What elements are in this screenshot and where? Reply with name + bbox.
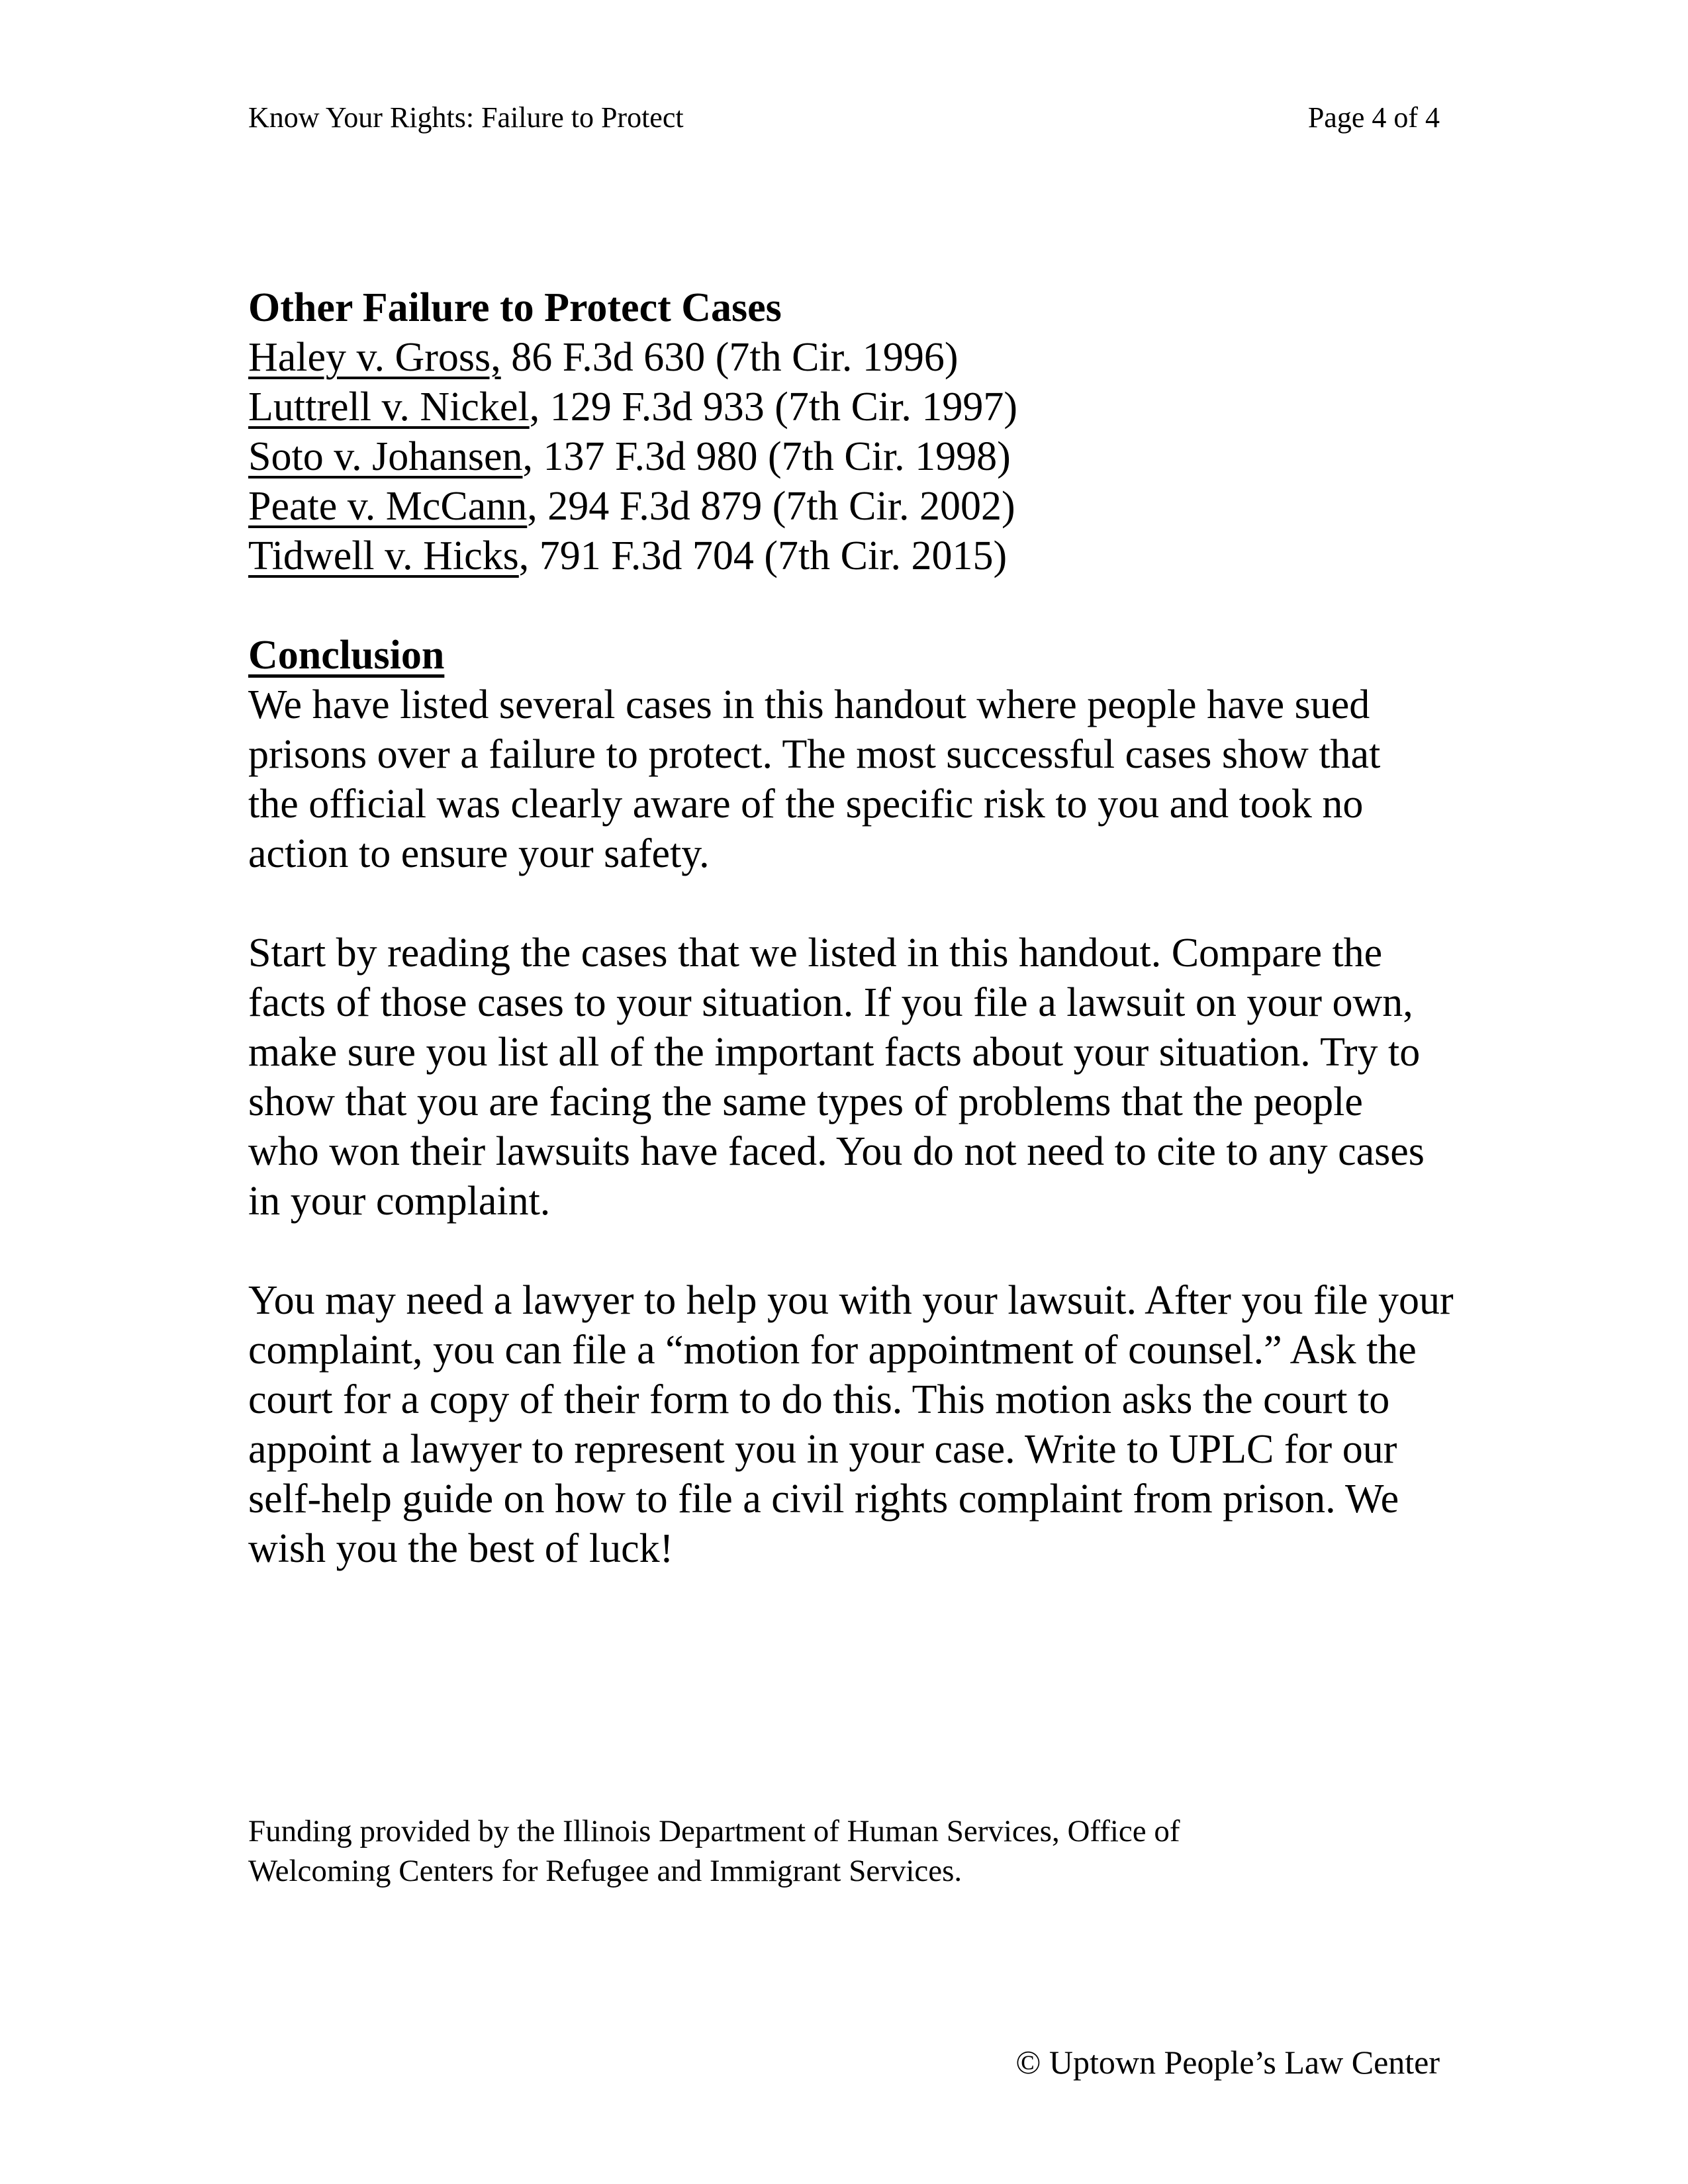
- page-header: [248, 100, 1440, 136]
- case-citation: , 294 F.3d 879 (7th Cir. 2002): [527, 484, 1015, 529]
- funding-note: [248, 1811, 1440, 1891]
- header-title: Know Your Rights: Failure to Protect: [248, 101, 684, 134]
- case-name: Tidwell v. Hicks: [248, 533, 519, 578]
- conclusion-paragraph-3: [248, 1276, 1454, 1574]
- paragraph-line: make sure you list all of the important facts about your situation. Try to: [248, 1030, 1421, 1075]
- paragraph-line: action to ensure your safety.: [248, 831, 710, 876]
- case-citation: , 137 F.3d 980 (7th Cir. 1998): [522, 434, 1011, 479]
- paragraph-line: facts of those cases to your situation. If you file a lawsuit on your own,: [248, 980, 1413, 1025]
- case-name: Luttrell v. Nickel: [248, 385, 530, 430]
- funding-note-line: Welcoming Centers for Refugee and Immigrant Services.: [248, 1854, 962, 1888]
- header-page-number: Page 4 of 4: [1307, 101, 1440, 134]
- paragraph-line: Start by reading the cases that we listed in this handout. Compare the: [248, 931, 1383, 976]
- paragraph-line: show that you are facing the same types of problems that the people: [248, 1079, 1363, 1124]
- case-citation: 86 F.3d 630 (7th Cir. 1996): [500, 335, 959, 380]
- case-citation-row: [248, 333, 1440, 383]
- case-citation: , 791 F.3d 704 (7th Cir. 2015): [518, 533, 1008, 578]
- conclusion-paragraph-2: [248, 929, 1440, 1226]
- paragraph-line: self-help guide on how to file a civil rights complaint from prison. We: [248, 1477, 1399, 1522]
- case-citation-row: [248, 482, 1440, 531]
- paragraph-line: who won their lawsuits have faced. You do not need to cite to any cases: [248, 1129, 1425, 1174]
- paragraph-line: court for a copy of their form to do this. This motion asks the court to: [248, 1377, 1390, 1422]
- paragraph-line: the official was clearly aware of the specific risk to you and took no: [248, 782, 1364, 827]
- conclusion-paragraph-1: [248, 680, 1440, 879]
- case-citation-row: [248, 383, 1440, 432]
- copyright-line: © Uptown People’s Law Center: [1015, 2044, 1440, 2081]
- case-name: Soto v. Johansen: [248, 434, 523, 479]
- case-citation-row: [248, 531, 1440, 581]
- paragraph-line: complaint, you can file a “motion for appointment of counsel.” Ask the: [248, 1328, 1417, 1373]
- paragraph-line: prisons over a failure to protect. The most successful cases show that: [248, 732, 1381, 777]
- case-name: Peate v. McCann: [248, 484, 528, 529]
- funding-note-line: Funding provided by the Illinois Department of Human Services, Office of: [248, 1814, 1180, 1848]
- case-citation: , 129 F.3d 933 (7th Cir. 1997): [529, 385, 1018, 430]
- conclusion-heading: Conclusion: [248, 633, 445, 678]
- paragraph-line: wish you the best of luck!: [248, 1526, 674, 1571]
- paragraph-line: appoint a lawyer to represent you in your case. Write to UPLC for our: [248, 1427, 1397, 1472]
- case-name: Haley v. Gross,: [248, 335, 501, 380]
- paragraph-line: We have listed several cases in this handout where people have sued: [248, 682, 1370, 727]
- document-body: [248, 283, 1454, 1574]
- paragraph-line: You may need a lawyer to help you with your lawsuit. After you file your: [248, 1278, 1454, 1323]
- paragraph-line: in your complaint.: [248, 1179, 551, 1224]
- conclusion-heading-row: [248, 581, 1440, 680]
- cases-section-heading: Other Failure to Protect Cases: [248, 285, 782, 330]
- case-citation-row: [248, 432, 1440, 482]
